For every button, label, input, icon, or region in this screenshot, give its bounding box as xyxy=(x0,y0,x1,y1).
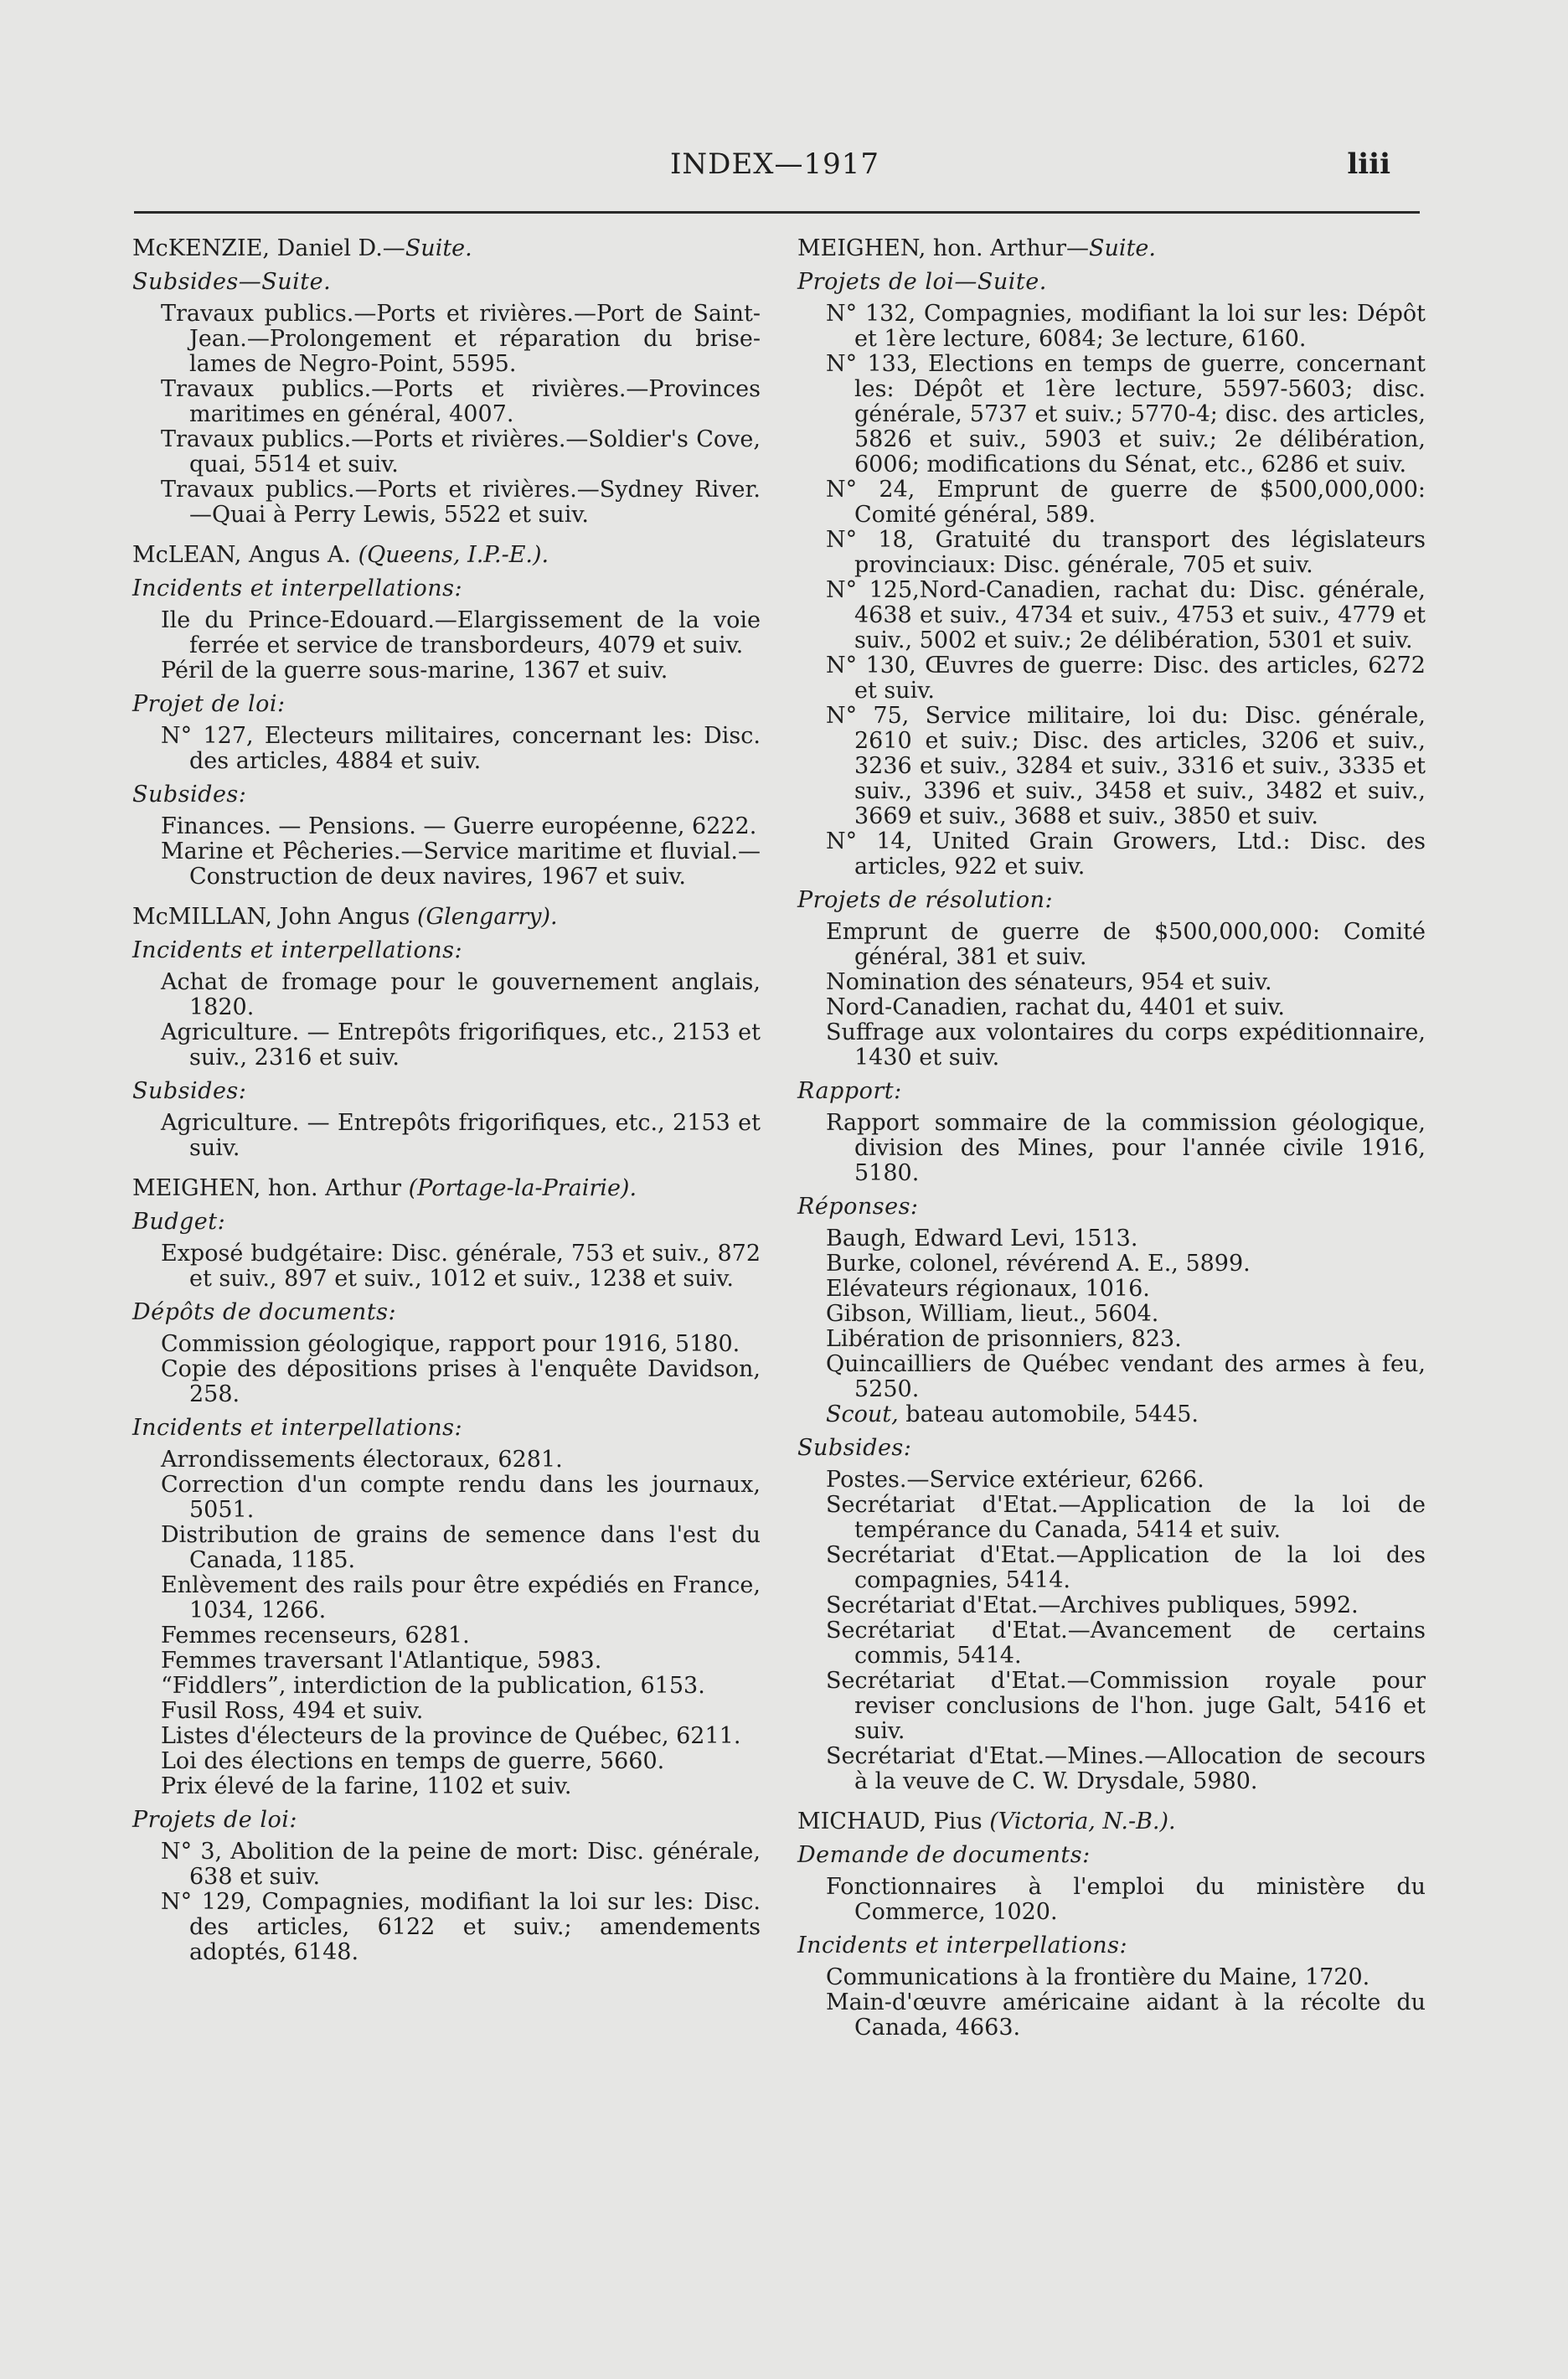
index-entry xyxy=(826,829,1426,880)
index-entry xyxy=(161,477,761,528)
index-entry xyxy=(161,1890,761,1965)
entry-text: Agriculture. — Entrepôts frigorifiques, etc., 2153 et suiv. xyxy=(161,1110,761,1161)
entry-text: Distribution de grains de semence dans l'est du Canada, 1185. xyxy=(161,1522,761,1573)
name-text: MICHAUD, Pius xyxy=(797,1809,990,1835)
index-entry xyxy=(161,814,761,839)
name-suffix: (Queens, I.P.-E.). xyxy=(358,542,549,568)
index-name-heading xyxy=(132,236,761,261)
entry-text: Nord-Canadien, rachat du, 4401 et suiv. xyxy=(826,994,1285,1020)
section-heading: Subsides: xyxy=(132,1078,247,1104)
index-entry xyxy=(826,302,1426,352)
entry-text: Femmes recenseurs, 6281. xyxy=(161,1623,470,1649)
index-entry xyxy=(161,839,761,890)
section-heading: Réponses: xyxy=(797,1194,919,1220)
entry-text: Fonctionnaires à l'emploi du ministère du Commerce, 1020. xyxy=(826,1874,1426,1925)
index-entry xyxy=(161,970,761,1020)
index-entry xyxy=(161,1448,761,1473)
index-entry xyxy=(161,1523,761,1573)
index-entry xyxy=(161,1699,761,1724)
entry-text: Postes.—Service extérieur, 6266. xyxy=(826,1467,1204,1493)
entry-text: Communications à la frontière du Maine, 1720. xyxy=(826,1964,1370,1990)
section-heading: Rapport: xyxy=(797,1078,902,1104)
entry-text: Libération de prisonniers, 823. xyxy=(826,1326,1182,1352)
index-entry xyxy=(826,1251,1426,1277)
index-entry xyxy=(826,653,1426,704)
page-number: liii xyxy=(1347,147,1390,181)
entry-text: Nomination des sénateurs, 954 et suiv. xyxy=(826,969,1272,995)
index-name-heading xyxy=(132,1176,761,1201)
entry-text: Enlèvement des rails pour être expédiés en France, 1034, 1266. xyxy=(161,1572,761,1623)
entry-text: N° 133, Elections en temps de guerre, concernant les: Dépôt et 1ère lecture, 5597-5603; disc. générale, 5737 et suiv.; 5770-4; disc. des articles, 5826 et suiv., 5903 et suiv.; 2e délibération, 6006; modifications du Sénat, etc., 6286 et suiv. xyxy=(826,351,1426,477)
entry-text: Correction d'un compte rendu dans les journaux, 5051. xyxy=(161,1472,761,1523)
index-entry xyxy=(161,1623,761,1649)
entry-text: Achat de fromage pour le gouvernement anglais, 1820. xyxy=(161,969,761,1020)
section-heading: Projets de loi—Suite. xyxy=(797,269,1047,295)
entry-text: “Fiddlers”, interdiction de la publication, 6153. xyxy=(161,1673,705,1699)
entry-text: Quincailliers de Québec vendant des armes à feu, 5250. xyxy=(826,1351,1426,1402)
index-entry xyxy=(826,1593,1426,1618)
index-entry xyxy=(826,352,1426,477)
entry-text: Loi des élections en temps de guerre, 5660. xyxy=(161,1748,665,1774)
index-entry xyxy=(161,1020,761,1071)
entry-text: Marine et Pêcheries.—Service maritime et fluvial.—Construction de deux navires, 1967 et suiv. xyxy=(161,839,761,890)
entry-text: N° 129, Compagnies, modifiant la loi sur les: Disc. des articles, 6122 et suiv.; amendements adoptés, 6148. xyxy=(161,1889,761,1965)
index-entry xyxy=(826,1352,1426,1402)
index-entry xyxy=(161,724,761,774)
entry-text: Secrétariat d'Etat.—Commission royale pour reviser conclusions de l'hon. juge Galt, 5416 et suiv. xyxy=(826,1668,1426,1744)
index-entry xyxy=(826,704,1426,829)
entry-text: Travaux publics.—Ports et rivières.—Sydney River.—Quai à Perry Lewis, 5522 et suiv. xyxy=(161,477,761,528)
entry-text: bateau automobile, 5445. xyxy=(898,1401,1199,1427)
entry-text: N° 3, Abolition de la peine de mort: Disc. générale, 638 et suiv. xyxy=(161,1839,761,1890)
index-entry xyxy=(826,1402,1426,1427)
entry-text: Femmes traversant l'Atlantique, 5983. xyxy=(161,1648,602,1674)
name-text: McLEAN, Angus A. xyxy=(132,542,358,568)
name-suffix: Suite. xyxy=(405,235,472,261)
index-entry xyxy=(161,1332,761,1357)
index-entry xyxy=(826,1744,1426,1794)
entry-text: Secrétariat d'Etat.—Avancement de certains commis, 5414. xyxy=(826,1618,1426,1669)
entry-text: N° 127, Electeurs militaires, concernant les: Disc. des articles, 4884 et suiv. xyxy=(161,723,761,774)
section-heading: Incidents et interpellations: xyxy=(132,937,463,963)
index-entry xyxy=(826,1875,1426,1925)
page-header xyxy=(134,147,1416,208)
name-text: McKENZIE, Daniel D.— xyxy=(132,235,405,261)
index-entry xyxy=(826,920,1426,970)
index-entry xyxy=(826,1990,1426,2041)
section-heading: Projets de résolution: xyxy=(797,887,1054,913)
entry-italic-prefix: Scout, xyxy=(826,1401,899,1427)
section-heading: Dépôts de documents: xyxy=(132,1299,397,1325)
entry-text: Secrétariat d'Etat.—Application de la loi des compagnies, 5414. xyxy=(826,1542,1426,1593)
section-heading: Subsides: xyxy=(797,1435,912,1461)
entry-text: N° 24, Emprunt de guerre de $500,000,000: Comité général, 589. xyxy=(826,477,1426,528)
right-column xyxy=(797,236,1426,2041)
entry-text: Péril de la guerre sous-marine, 1367 et suiv. xyxy=(161,658,668,684)
index-entry xyxy=(161,1840,761,1890)
section-heading: Subsides: xyxy=(132,782,247,808)
index-entry xyxy=(826,995,1426,1020)
name-text: MEIGHEN, hon. Arthur— xyxy=(797,235,1090,261)
index-entry xyxy=(161,427,761,477)
index-entry xyxy=(826,1302,1426,1327)
name-text: McMILLAN, John Angus xyxy=(132,904,417,930)
entry-text: Listes d'électeurs de la province de Québec, 6211. xyxy=(161,1723,741,1749)
entry-text: Secrétariat d'Etat.—Archives publiques, 5992. xyxy=(826,1592,1359,1618)
index-entry xyxy=(161,1111,761,1161)
index-entry xyxy=(161,1724,761,1749)
entry-text: N° 14, United Grain Growers, Ltd.: Disc. des articles, 922 et suiv. xyxy=(826,828,1426,880)
index-entry xyxy=(161,377,761,427)
index-entry xyxy=(161,1674,761,1699)
entry-text: Arrondissements électoraux, 6281. xyxy=(161,1447,563,1473)
index-entry xyxy=(826,1493,1426,1543)
running-title: INDEX—1917 xyxy=(670,147,879,181)
name-suffix: (Victoria, N.-B.). xyxy=(989,1809,1176,1835)
name-suffix: Suite. xyxy=(1089,235,1156,261)
name-suffix: (Portage-la-Prairie). xyxy=(408,1175,637,1201)
index-entry xyxy=(826,1618,1426,1669)
entry-text: Travaux publics.—Ports et rivières.—Provinces maritimes en général, 4007. xyxy=(161,376,761,427)
index-name-heading xyxy=(797,236,1426,261)
index-entry xyxy=(161,1649,761,1674)
index-entry xyxy=(826,1543,1426,1593)
entry-text: Copie des dépositions prises à l'enquête Davidson, 258. xyxy=(161,1356,761,1407)
index-entry xyxy=(826,1965,1426,1990)
entry-text: Commission géologique, rapport pour 1916, 5180. xyxy=(161,1331,740,1357)
index-entry xyxy=(826,1468,1426,1493)
section-heading: Projet de loi: xyxy=(132,691,286,717)
index-entry xyxy=(161,1573,761,1623)
index-entry xyxy=(826,528,1426,578)
entry-text: N° 18, Gratuité du transport des législateurs provinciaux: Disc. générale, 705 et suiv. xyxy=(826,527,1426,578)
entry-text: N° 130, Œuvres de guerre: Disc. des articles, 6272 et suiv. xyxy=(826,653,1426,704)
entry-text: Agriculture. — Entrepôts frigorifiques, etc., 2153 et suiv., 2316 et suiv. xyxy=(161,1019,761,1071)
entry-text: Secrétariat d'Etat.—Application de la loi de tempérance du Canada, 5414 et suiv. xyxy=(826,1492,1426,1543)
entry-text: Prix élevé de la farine, 1102 et suiv. xyxy=(161,1773,572,1799)
index-entry xyxy=(161,1749,761,1774)
entry-text: Finances. — Pensions. — Guerre européenne, 6222. xyxy=(161,813,757,839)
index-entry xyxy=(826,1226,1426,1251)
index-name-heading xyxy=(132,543,761,568)
name-text: MEIGHEN, hon. Arthur xyxy=(132,1175,409,1201)
entry-text: N° 132, Compagnies, modifiant la loi sur les: Dépôt et 1ère lecture, 6084; 3e lecture, 6160. xyxy=(826,301,1426,352)
entry-text: Travaux publics.—Ports et rivières.—Soldier's Cove, quai, 5514 et suiv. xyxy=(161,426,761,477)
entry-text: Burke, colonel, révérend A. E., 5899. xyxy=(826,1251,1251,1277)
entry-text: Travaux publics.—Ports et rivières.—Port de Saint-Jean.—Prolongement et réparation du brise-lames de Negro-Point, 5595. xyxy=(161,301,761,377)
entry-text: Emprunt de guerre de $500,000,000: Comité général, 381 et suiv. xyxy=(826,919,1426,970)
section-heading: Subsides—Suite. xyxy=(132,269,332,295)
index-entry xyxy=(161,302,761,377)
index-entry xyxy=(826,1277,1426,1302)
name-suffix: (Glengarry). xyxy=(416,904,558,930)
section-heading: Incidents et interpellations: xyxy=(132,1415,463,1441)
index-name-heading xyxy=(132,905,761,930)
entry-text: Baugh, Edward Levi, 1513. xyxy=(826,1226,1138,1251)
index-entry xyxy=(161,1241,761,1292)
index-entry xyxy=(826,1111,1426,1186)
section-heading: Budget: xyxy=(132,1209,226,1235)
entry-text: Suffrage aux volontaires du corps expéditionnaire, 1430 et suiv. xyxy=(826,1019,1426,1071)
left-column xyxy=(132,236,761,1965)
entry-text: Exposé budgétaire: Disc. générale, 753 et suiv., 872 et suiv., 897 et suiv., 1012 et suiv., 1238 et suiv. xyxy=(161,1241,761,1292)
index-entry xyxy=(161,658,761,684)
index-entry xyxy=(161,1473,761,1523)
section-heading: Incidents et interpellations: xyxy=(797,1933,1128,1958)
entry-text: Main-d'œuvre américaine aidant à la récolte du Canada, 4663. xyxy=(826,1989,1426,2041)
entry-text: Gibson, William, lieut., 5604. xyxy=(826,1301,1159,1327)
entry-text: Elévateurs régionaux, 1016. xyxy=(826,1276,1150,1302)
section-heading: Projets de loi: xyxy=(132,1807,297,1833)
index-entry xyxy=(826,1669,1426,1744)
index-entry xyxy=(826,1327,1426,1352)
index-entry xyxy=(826,477,1426,528)
index-entry xyxy=(161,1357,761,1407)
entry-text: N° 125,Nord-Canadien, rachat du: Disc. générale, 4638 et suiv., 4734 et suiv., 4753 et suiv., 4779 et suiv., 5002 et suiv.; 2e délibération, 5301 et suiv. xyxy=(826,577,1426,653)
section-heading: Incidents et interpellations: xyxy=(132,575,463,601)
entry-text: Rapport sommaire de la commission géologique, division des Mines, pour l'année civile 1916, 5180. xyxy=(826,1110,1426,1186)
index-entry xyxy=(161,608,761,658)
entry-text: Ile du Prince-Edouard.—Elargissement de la voie ferrée et service de transbordeurs, 4079 et suiv. xyxy=(161,607,761,658)
index-name-heading xyxy=(797,1809,1426,1835)
section-heading: Demande de documents: xyxy=(797,1842,1091,1868)
index-entry xyxy=(161,1774,761,1799)
entry-text: N° 75, Service militaire, loi du: Disc. générale, 2610 et suiv.; Disc. des articles, 3206 et suiv., 3236 et suiv., 3284 et suiv., 3316 et suiv., 3335 et suiv., 3396 et suiv., 3458 et suiv., 3482 et suiv., 3669 et suiv., 3688 et suiv., 3850 et suiv. xyxy=(826,703,1426,829)
entry-text: Fusil Ross, 494 et suiv. xyxy=(161,1698,424,1724)
index-entry xyxy=(826,1020,1426,1071)
index-entry xyxy=(826,578,1426,653)
index-entry xyxy=(826,970,1426,995)
header-rule xyxy=(134,211,1420,214)
entry-text: Secrétariat d'Etat.—Mines.—Allocation de secours à la veuve de C. W. Drysdale, 5980. xyxy=(826,1743,1426,1794)
